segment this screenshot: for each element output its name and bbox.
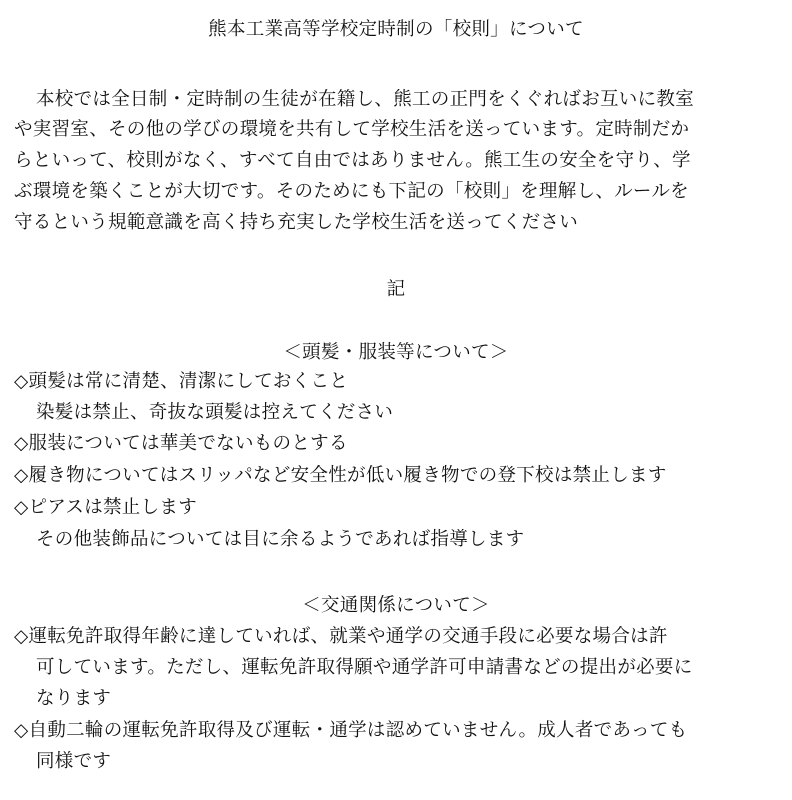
document-title: 熊本工業高等学校定時制の「校則」について — [208, 19, 584, 40]
intro-line: 守るという規範意識を高く持ち充実した学校生活を送ってください — [14, 212, 579, 233]
intro-line: らといって、校則がなく、すべて自由ではありません。熊工生の安全を守り、学 — [14, 150, 691, 171]
section-heading: ＜頭髪・服装等について＞ — [283, 342, 509, 363]
rule-note: その他装飾品については目に余るようであれば指導します — [36, 529, 525, 550]
ki-heading: 記 — [386, 279, 406, 300]
rule-item: ◇履き物についてはスリッパなど安全性が低い履き物での登下校は禁止します — [14, 465, 667, 486]
rule-item: ◇頭髪は常に清楚、清潔にしておくこと — [14, 371, 349, 392]
rule-continuation: 可しています。ただし、運転免許取得願や通学許可申請書などの提出が必要に — [36, 657, 693, 678]
intro-line: ぶ環境を築くことが大切です。そのためにも下記の「校則」を理解し、ルールを — [14, 181, 689, 202]
rule-continuation: 同様です — [36, 751, 112, 772]
rule-note: 染髪は禁止、奇抜な頭髪は控えてください — [36, 402, 394, 423]
rule-item: ◇運転免許取得年齢に達していれば、就業や通学の交通手段に必要な場合は許 — [14, 626, 668, 647]
intro-line: 本校では全日制・定時制の生徒が在籍し、熊工の正門をくぐればお互いに教室 — [36, 89, 695, 110]
rule-item: ◇服装については華美でないものとする — [14, 433, 348, 454]
rule-continuation: なります — [36, 688, 112, 709]
rule-item: ◇自動二輪の運転免許取得及び運転・通学は認めていません。成人者であっても — [14, 720, 688, 741]
rule-item: ◇ピアスは禁止します — [14, 497, 197, 518]
section-heading: ＜交通関係について＞ — [302, 595, 490, 616]
intro-line: や実習室、その他の学びの環境を共有して学校生活を送っています。定時制だか — [14, 119, 690, 140]
